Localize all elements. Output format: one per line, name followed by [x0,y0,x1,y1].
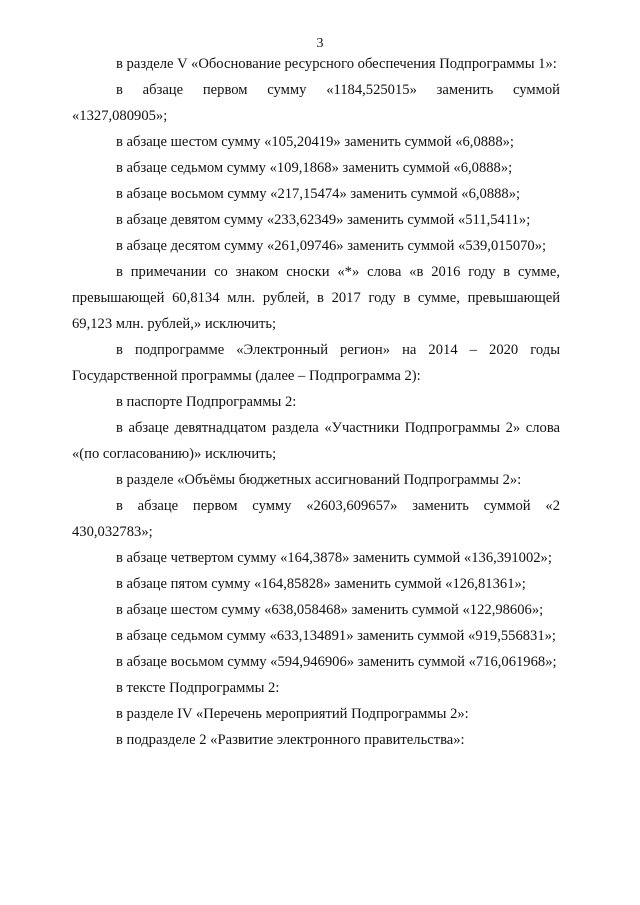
paragraph-budget-sixth: в абзаце шестом сумму «638,058468» заменить суммой «122,98606»; [116,602,544,618]
paragraph-budget-seventh: в абзаце седьмом сумму «633,134891» заменить суммой «919,556831»; [116,628,556,644]
paragraph-budget-eighth: в абзаце восьмом сумму «594,946906» заменить суммой «716,061968»; [116,654,557,670]
paragraph-passport-heading: в паспорте Подпрограммы 2: [116,394,297,410]
paragraph-text-heading: в тексте Подпрограммы 2: [116,680,280,696]
paragraph-subsection-2-heading: в подразделе 2 «Развитие электронного правительства»: [116,732,465,748]
document-body [72,51,560,753]
paragraph-participants: в абзаце девятнадцатом раздела «Участники Подпрограммы 2» слова «(по согласованию)» исключить; [72,420,560,462]
paragraph-amendment-ninth: в абзаце девятом сумму «233,62349» заменить суммой «511,5411»; [116,212,531,228]
paragraph-footnote-note: в примечании со знаком сноски «*» слова «в 2016 году в сумме, превышающей 60,8134 млн. рублей, в 2017 году в сумме, превышающей 69,123 млн. рублей,» исключить; [72,264,560,332]
paragraph-amendment-first: в абзаце первом сумму «1184,525015» заменить суммой «1327,080905»; [72,82,560,124]
paragraph-section-iv-heading: в разделе IV «Перечень мероприятий Подпрограммы 2»: [116,706,469,722]
paragraph-budget-section-heading: в разделе «Объёмы бюджетных ассигнований Подпрограммы 2»: [116,472,522,488]
paragraph-subprogram-2-intro: в подпрограмме «Электронный регион» на 2014 – 2020 годы Государственной программы (далее – Подпрограмма 2): [72,342,560,384]
paragraph-amendment-seventh: в абзаце седьмом сумму «109,1868» заменить суммой «6,0888»; [116,160,513,176]
page-number: 3 [316,36,324,51]
paragraph-budget-fifth: в абзаце пятом сумму «164,85828» заменить суммой «126,81361»; [116,576,526,592]
paragraph-section-v-heading: в разделе V «Обоснование ресурсного обеспечения Подпрограммы 1»: [116,56,557,72]
paragraph-budget-fourth: в абзаце четвертом сумму «164,3878» заменить суммой «136,391002»; [116,550,552,566]
paragraph-amendment-sixth: в абзаце шестом сумму «105,20419» заменить суммой «6,0888»; [116,134,514,150]
paragraph-budget-first: в абзаце первом сумму «2603,609657» заменить суммой «2 430,032783»; [72,498,560,540]
paragraph-amendment-tenth: в абзаце десятом сумму «261,09746» заменить суммой «539,015070»; [116,238,547,254]
paragraph-amendment-eighth: в абзаце восьмом сумму «217,15474» заменить суммой «6,0888»; [116,186,521,202]
